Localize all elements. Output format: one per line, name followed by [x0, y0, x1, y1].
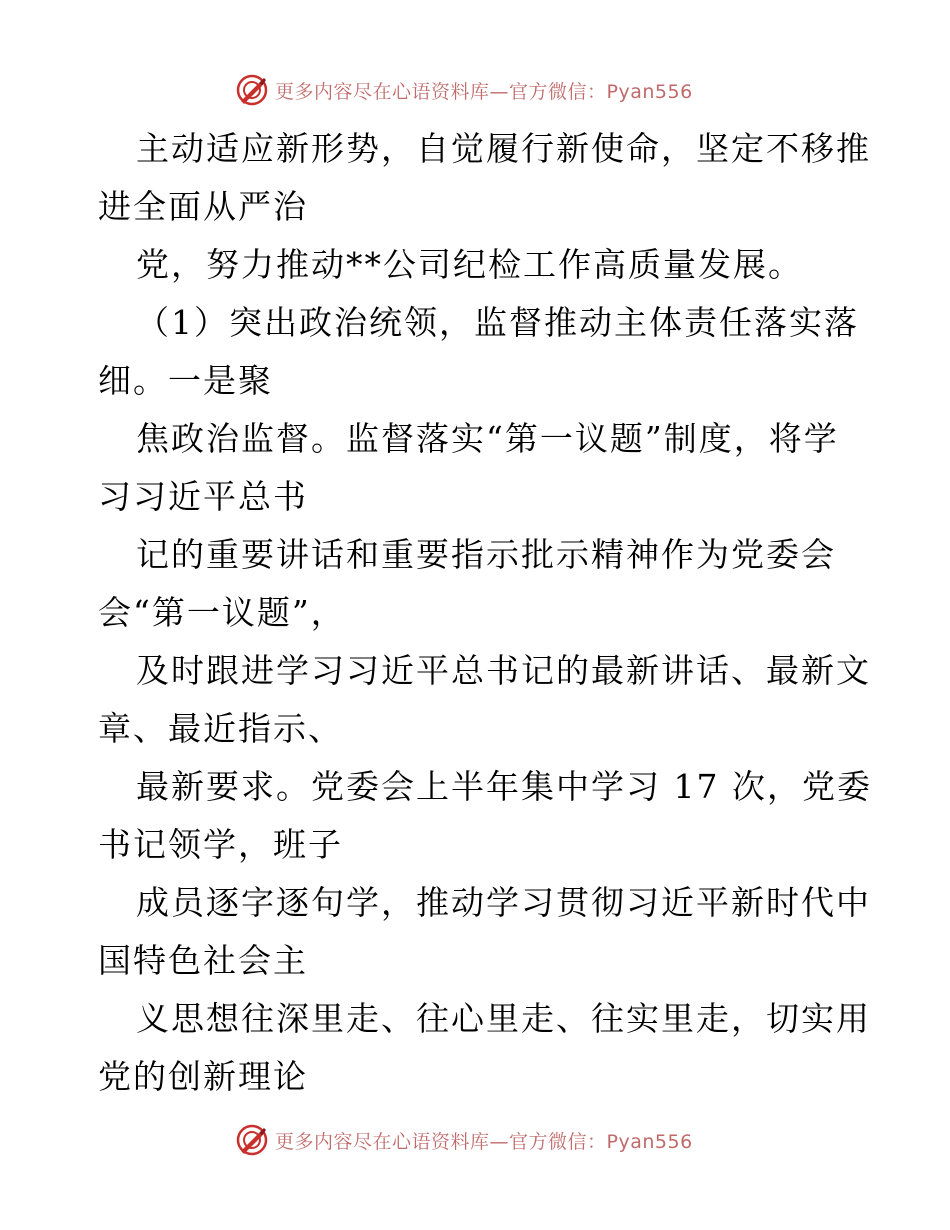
pen-logo-icon [235, 1123, 269, 1157]
text-line: 成员逐字逐句学，推动学习贯彻习近平新时代中 [136, 883, 871, 922]
document-body [98, 120, 888, 1106]
text-line: 章、最近指示、 [98, 709, 343, 748]
pen-logo-icon [235, 73, 269, 107]
text-line: 进全面从严治 [98, 187, 308, 226]
text-line: 党的创新理论 [98, 1057, 308, 1096]
text-line: 国特色社会主 [98, 941, 308, 980]
text-line: 党，努力推动**公司纪检工作高质量发展。 [136, 245, 803, 284]
text-line: 习习近平总书 [98, 477, 308, 516]
text-line: 主动适应新形势，自觉履行新使命，坚定不移推 [136, 129, 871, 168]
text-line: 记的重要讲话和重要指示批示精神作为党委会 [136, 535, 836, 574]
text-line: 细。一是聚 [98, 361, 273, 400]
text-line: 义思想往深里走、往心里走、往实里走，切实用 [136, 999, 871, 1038]
header-watermark-banner [235, 73, 693, 107]
text-line: 及时跟进学习习近平总书记的最新讲话、最新文 [136, 651, 871, 690]
watermark-text: 更多内容尽在心语资料库—官方微信：Pyan556 [275, 80, 693, 103]
text-line: 书记领学，班子 [98, 825, 343, 864]
text-line: 最新要求。党委会上半年集中学习 17 次，党委 [136, 767, 872, 806]
text-line: 会“第一议题”， [98, 593, 346, 632]
text-line: （1）突出政治统领，监督推动主体责任落实落 [136, 303, 859, 342]
footer-watermark-banner [235, 1123, 693, 1157]
watermark-text: 更多内容尽在心语资料库—官方微信：Pyan556 [275, 1130, 693, 1153]
text-line: 焦政治监督。监督落实“第一议题”制度，将学 [136, 419, 839, 458]
